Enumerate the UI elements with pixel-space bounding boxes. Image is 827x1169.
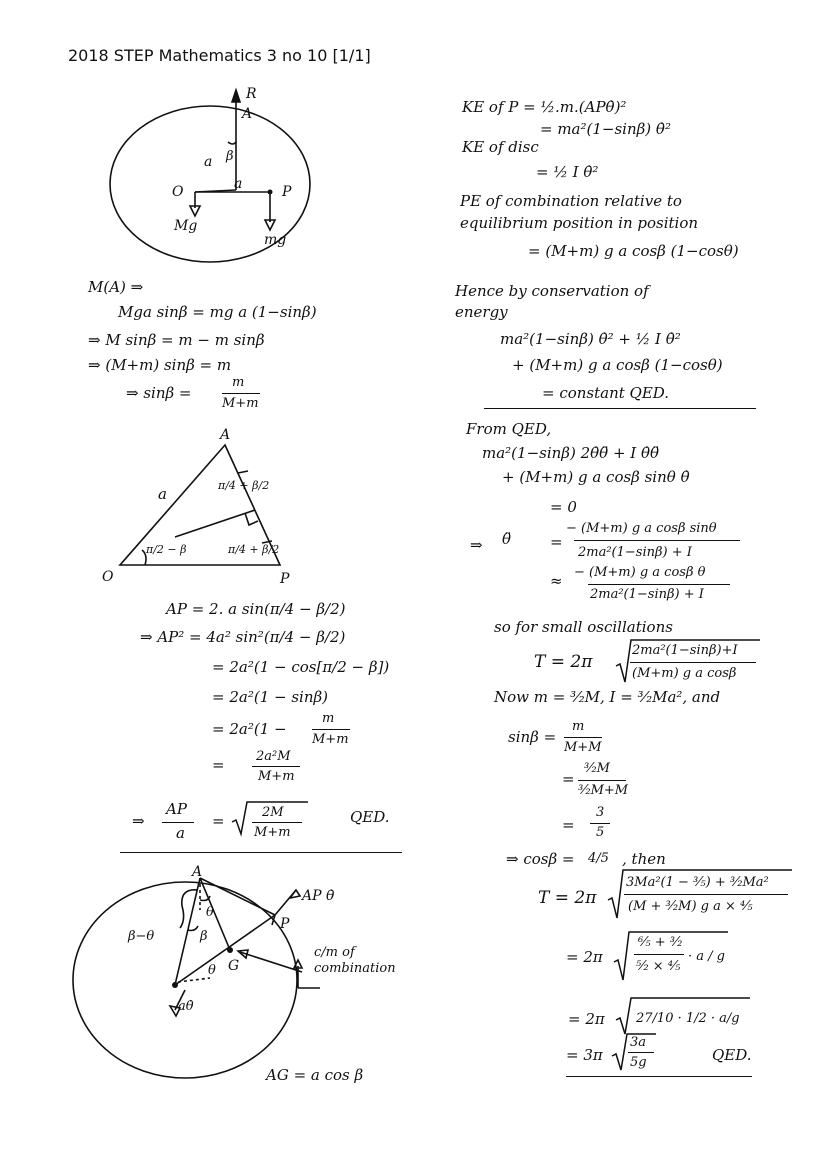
fig2-angle-right: π/4 + β/2 [228,543,280,556]
fig1-label-Mg: Mg [174,218,198,234]
moments-frac-num: m [232,375,245,390]
fig3-cm-label-1: c/m of [314,945,355,960]
fig1-label-R: R [246,86,257,102]
figure-disc-equilibrium [100,80,420,260]
ap-line-7-den: a [176,824,185,842]
deriv-sb2-eq: = [562,770,575,788]
ap-line-6-num: 2a²M [256,749,291,764]
deriv-T4: = 2π [568,1010,605,1028]
fig3-label-A: A [192,864,203,880]
fig3-label-G: G [228,958,240,974]
moments-line-2: Mga sinβ = mg a (1−sinβ) [118,303,317,321]
deriv-sinb: sinβ = [508,728,557,746]
deriv-T1-num: 2ma²(1−sinβ)+I [632,643,738,658]
ap-line-7-arrow: ⇒ [132,812,145,830]
deriv-T4-body: 27/10 · 1/2 · a/g [636,1011,740,1026]
fig3-label-atheta: aθ̇ [178,999,194,1014]
deriv-sb2-bar [578,780,626,781]
deriv-line-3: = 0 [550,498,577,516]
fig3-label-theta2: θ [208,963,216,978]
ap-line-7-bar [162,822,194,823]
energy-pe-3: = (M+m) g a cosβ (1−cosθ) [528,242,739,260]
energy-ke-disc: KE of disc [462,138,539,156]
moments-line-3: ⇒ M sinβ = m − m sinβ [88,331,265,349]
energy-pe-1: PE of combination relative to [460,192,682,210]
deriv-T5: = 3π [566,1046,603,1064]
deriv-frac1-bar [574,540,740,541]
energy-ke-p-2: = ma²(1−sinβ) θ̇² [540,120,671,138]
ap-line-7-num: AP [166,800,187,818]
deriv-so: so for small oscillations [494,618,673,636]
ap-line-6-den: M+m [258,769,295,784]
fig3-label-beta: β [200,929,208,944]
deriv-sb2-den: ³⁄₂M+M [578,783,629,798]
fig1-label-a1: a [204,154,213,170]
deriv-T5-num: 3a [630,1035,647,1050]
figure-disc-displaced [70,860,430,1090]
fig3-label-P: P [280,916,290,932]
moments-frac-den: M+m [222,396,259,411]
deriv-T1-den: (M+m) g a cosβ [632,666,737,681]
deriv-T5-bar [628,1052,654,1053]
deriv-sb3-bar [590,823,610,824]
energy-ke-disc-2: = ½ I θ̇² [536,163,599,181]
deriv-T1-bar [630,662,756,663]
fig2-label-a: a [158,485,167,503]
ap-line-4: = 2a²(1 − sinβ) [212,688,329,706]
deriv-T5-den: 5g [630,1055,647,1070]
deriv-T2: T = 2π [538,888,597,908]
energy-eq-2: + (M+m) g a cosβ (1−cosθ) [512,356,723,374]
divider-right [484,408,756,409]
fig3-label-APtheta: AP θ̇ [302,888,335,904]
deriv-sb-num: m [572,719,585,734]
deriv-T2-bar [624,894,788,895]
ap-line-7-eq: = [212,812,225,830]
fig3-label-beta-minus-theta: β−θ [128,929,155,944]
ap-line-7-rhs-den: M+m [254,825,291,840]
deriv-qed: QED. [712,1046,752,1064]
figure-triangle-AOP [100,425,320,590]
deriv-line-2: + (M+m) g a cosβ sinθ θ̇ [502,468,690,486]
ap-line-7-rhs-bar [252,822,302,823]
deriv-T3-num: ⁶⁄₅ + ³⁄₂ [638,935,683,950]
deriv-approx: ≈ [550,572,563,590]
deriv-cosb-val: 4/5 [588,851,609,866]
deriv-frac2-den: 2ma²(1−sinβ) + I [590,587,704,602]
deriv-sb-den: M+M [564,740,602,755]
fig2-label-A: A [220,427,231,443]
deriv-frac1-num: − (M+m) g a cosβ sinθ [566,521,717,536]
deriv-T3: = 2π [566,948,603,966]
fig3-ag-relation: AG = a cos β [266,1066,364,1084]
ap-line-3: = 2a²(1 − cos[π/2 − β]) [212,658,390,676]
deriv-cosb: ⇒ cosβ = [506,850,575,868]
ap-line-7-rhs-num: 2M [262,805,284,820]
fig2-label-O: O [102,569,114,585]
energy-pe-2: equilibrium position in position [460,214,699,232]
deriv-frac2-bar [588,584,730,585]
deriv-sb3-num: 3 [596,805,605,820]
deriv-from: From QED, [466,420,552,438]
fig3-cm-label-2: combination [314,961,396,976]
deriv-T3-tail: · a / g [688,949,725,964]
fig1-label-A: A [242,106,253,122]
fig1-label-beta: β [226,149,234,164]
divider-bottom-right [566,1076,752,1077]
deriv-arrow: ⇒ [470,536,483,554]
ap-line-6-eq: = [212,756,225,774]
deriv-sb3-eq: = [562,816,575,834]
fig2-angle-left: π/2 − β [146,543,187,556]
deriv-sb3-den: 5 [596,825,605,840]
ap-line-5-bar [312,729,350,730]
ap-line-5-den: M+m [312,732,349,747]
energy-eq-1: ma²(1−sinβ) θ̇² + ½ I θ̇² [500,330,681,348]
deriv-frac1-den: 2ma²(1−sinβ) + I [578,545,692,560]
deriv-frac2-num: − (M+m) g a cosβ θ [574,565,706,580]
fig3-label-theta1: θ [206,905,214,920]
fig1-label-P: P [282,184,292,200]
ap-line-5: = 2a²(1 − [212,720,287,738]
deriv-sb2-num: ³⁄₂M [584,761,610,776]
energy-ke-p: KE of P = ½.m.(APθ̇)² [462,98,627,116]
deriv-line-1: ma²(1−sinβ) 2θ̇θ̈ + I θ̇θ̈ [482,444,660,462]
fig2-angle-top: π/4 + β/2 [218,479,270,492]
ap-line-5-num: m [322,711,335,726]
deriv-then: , then [622,850,666,868]
ap-line-6-bar [252,766,300,767]
ap-line-2: ⇒ AP² = 4a² sin²(π/4 − β/2) [140,628,346,646]
energy-hence-1: Hence by conservation of [455,282,649,300]
deriv-T2-den: (M + ³⁄₂M) g a × ⁴⁄₅ [628,899,753,914]
deriv-T2-num: 3Ma²(1 − ³⁄₅) + ³⁄₂Ma² [626,875,769,890]
energy-hence-2: energy [455,303,508,321]
fig1-label-mg: mg [264,232,287,248]
energy-eq-3: = constant QED. [542,384,670,402]
deriv-eq-1: = [550,533,563,551]
fig1-label-O: O [172,184,184,200]
deriv-sb-bar [564,737,602,738]
ap-qed: QED. [350,808,390,826]
moments-line-5: ⇒ sinβ = [126,384,192,402]
moments-line-1: M(A) ⇒ [88,278,144,296]
fig1-label-a2: a [234,176,243,192]
moments-frac-bar [222,393,260,394]
divider-left [120,852,402,853]
moments-line-4: ⇒ (M+m) sinβ = m [88,356,232,374]
deriv-now: Now m = ³⁄₂M, I = ³⁄₂Ma², and [494,688,721,706]
fig2-label-P: P [280,571,290,587]
deriv-T3-bar [634,954,684,955]
deriv-T1: T = 2π [534,652,593,672]
page-header: 2018 STEP Mathematics 3 no 10 [1/1] [68,46,371,65]
ap-line-1: AP = 2. a sin(π/4 − β/2) [166,600,346,618]
deriv-theta-ddot: θ̈ [502,530,512,548]
deriv-T3-den: ⁵⁄₂ × ⁴⁄₅ [636,959,681,974]
